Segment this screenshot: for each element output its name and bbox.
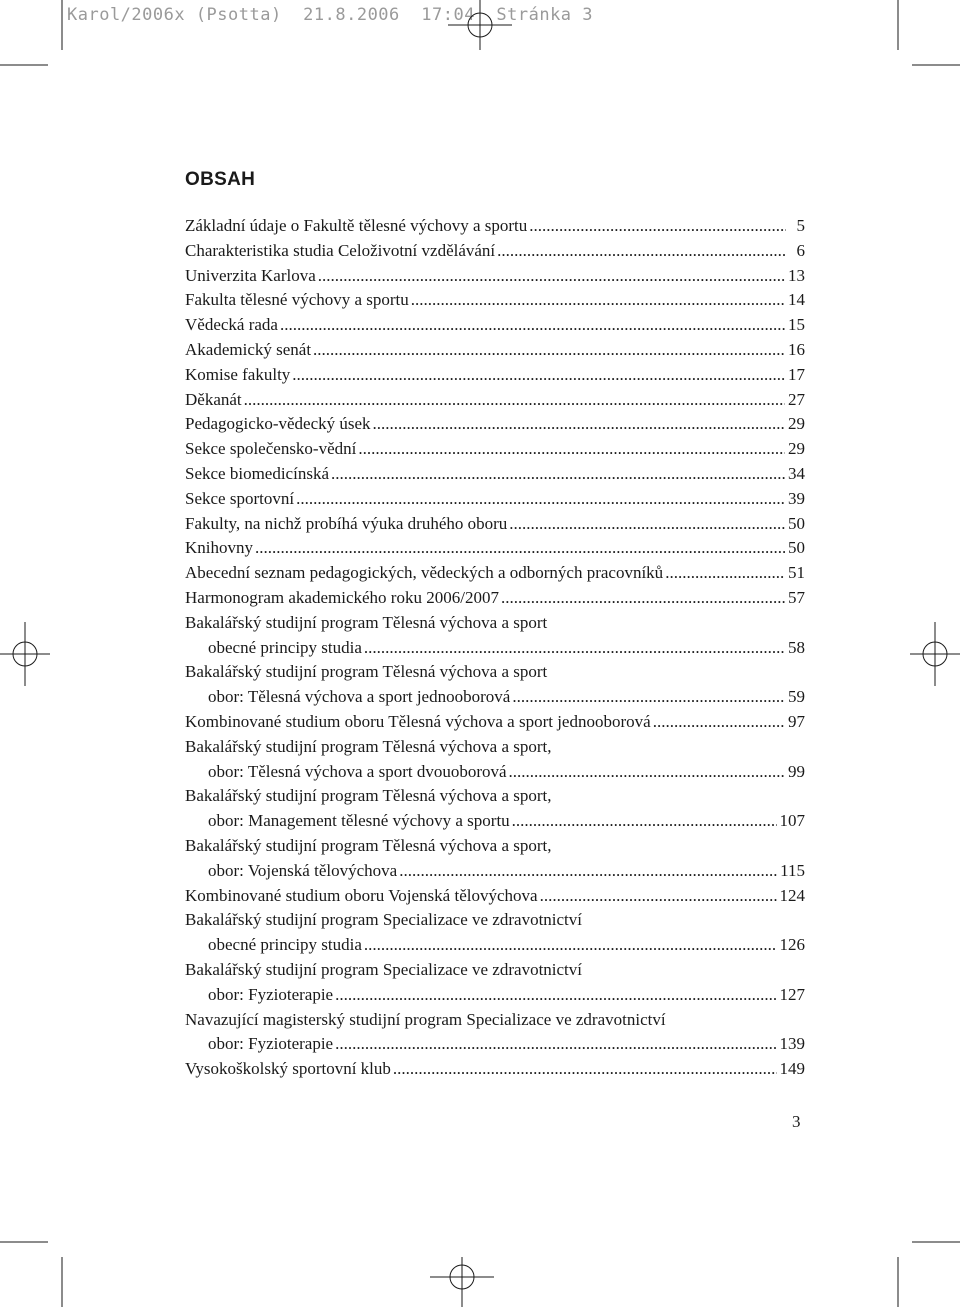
toc-entry-page: 149 (779, 1059, 805, 1079)
toc-entry-title: obecné principy studia (208, 637, 362, 657)
toc-entry (185, 462, 805, 487)
toc-entry-title: obor: Fyzioterapie (208, 984, 334, 1004)
toc-entry-title: Bakalářský studijní program Tělesná výchova a sport (185, 662, 548, 682)
toc-entry-title: obecné principy studia (208, 935, 362, 955)
toc-leader-dots (399, 859, 777, 884)
toc-entry-title: Vědecká rada (185, 315, 278, 335)
toc-entry (185, 859, 805, 884)
toc-leader-dots (529, 214, 786, 239)
toc-entry-page: 127 (779, 984, 805, 1004)
toc-leader-dots (512, 685, 785, 710)
toc-entry-title: Sekce sportovní (185, 488, 295, 508)
table-of-contents (185, 214, 805, 1082)
toc-entry (185, 660, 805, 685)
toc-entry-title: Bakalářský studijní program Specializace ve zdravotnictví (185, 910, 583, 930)
toc-leader-dots (244, 388, 785, 413)
toc-entry-title: Děkanát (185, 389, 242, 409)
toc-leader-dots (292, 363, 785, 388)
registration-mark-bottom (430, 1257, 494, 1307)
toc-entry-title: Univerzita Karlova (185, 265, 316, 285)
toc-entry (185, 388, 805, 413)
toc-entry (185, 685, 805, 710)
toc-entry (185, 983, 805, 1008)
page-title: OBSAH (185, 169, 256, 190)
toc-entry-page: 34 (788, 463, 805, 483)
print-slug: Karol/2006x (Psotta) 21.8.2006 17:04 Stránka 3 (67, 5, 594, 25)
toc-entry (185, 933, 805, 958)
toc-entry (185, 338, 805, 363)
toc-entry-title: Charakteristika studia Celoživotní vzdělávání (185, 240, 496, 260)
toc-entry-page: 17 (788, 364, 805, 384)
toc-entry-title: Sekce biomedicínská (185, 463, 329, 483)
toc-entry-page: 13 (788, 265, 805, 285)
toc-entry-title: Kombinované studium oboru Vojenská tělovýchova (185, 885, 538, 905)
toc-entry (185, 884, 805, 909)
toc-entry-title: Fakulty, na nichž probíhá výuka druhého oboru (185, 513, 508, 533)
toc-entry-page: 51 (788, 563, 805, 583)
toc-entry-page: 50 (788, 538, 805, 558)
registration-mark-left (0, 622, 50, 686)
toc-entry-title: Fakulta tělesné výchovy a sportu (185, 290, 409, 310)
toc-entry-title: obor: Tělesná výchova a sport dvouoborová (208, 761, 507, 781)
toc-entry-page: 126 (779, 935, 805, 955)
toc-leader-dots (280, 313, 785, 338)
toc-entry (185, 487, 805, 512)
toc-entry-title: obor: Fyzioterapie (208, 1034, 334, 1054)
toc-entry-page: 15 (788, 315, 805, 335)
toc-entry (185, 735, 805, 760)
toc-entry-page: 16 (788, 339, 805, 359)
toc-leader-dots (364, 636, 785, 661)
toc-entry-page: 58 (788, 637, 805, 657)
toc-entry-page: 115 (780, 860, 805, 880)
toc-entry-title: Pedagogicko-vědecký úsek (185, 414, 371, 434)
toc-entry-page: 107 (779, 811, 805, 831)
toc-entry (185, 586, 805, 611)
toc-entry-page: 39 (788, 488, 805, 508)
toc-entry-title: obor: Vojenská tělovýchova (208, 860, 398, 880)
toc-leader-dots (331, 462, 785, 487)
toc-entry-title: obor: Tělesná výchova a sport jednooborová (208, 687, 511, 707)
toc-entry-title: obor: Management tělesné výchovy a sportu (208, 811, 510, 831)
toc-entry-title: Bakalářský studijní program Tělesná výchova a sport, (185, 786, 552, 806)
toc-entry-page: 27 (788, 389, 805, 409)
toc-entry-page: 59 (788, 687, 805, 707)
toc-entry-title: Navazující magisterský studijní program Specializace ve zdravotnictví (185, 1009, 666, 1029)
toc-entry-title: Komise fakulty (185, 364, 291, 384)
toc-leader-dots (501, 586, 785, 611)
toc-entry-title: Abecední seznam pedagogických, vědeckých a odborných pracovníků (185, 563, 664, 583)
toc-entry-page: 6 (796, 240, 805, 260)
toc-entry-title: Akademický senát (185, 339, 312, 359)
registration-mark-top (448, 0, 512, 50)
toc-entry-title: Sekce společensko-vědní (185, 439, 357, 459)
toc-leader-dots (255, 536, 785, 561)
toc-entry-page: 14 (788, 290, 805, 310)
toc-entry (185, 1057, 805, 1082)
toc-entry (185, 512, 805, 537)
toc-entry-page: 99 (788, 761, 805, 781)
toc-entry (185, 710, 805, 735)
toc-entry-title: Knihovny (185, 538, 253, 558)
toc-entry (185, 313, 805, 338)
toc-entry (185, 958, 805, 983)
toc-entry (185, 760, 805, 785)
toc-leader-dots (653, 710, 785, 735)
toc-leader-dots (335, 1032, 776, 1057)
toc-entry-page: 50 (788, 513, 805, 533)
toc-leader-dots (497, 239, 786, 264)
toc-entry-page: 5 (796, 216, 805, 235)
toc-entry-page: 29 (788, 439, 805, 459)
toc-entry-title: Základní údaje o Fakultě tělesné výchovy a sportu (185, 216, 528, 235)
toc-entry-title: Bakalářský studijní program Tělesná výchova a sport (185, 612, 548, 632)
toc-entry (185, 363, 805, 388)
toc-leader-dots (318, 264, 785, 289)
toc-entry (185, 288, 805, 313)
toc-entry (185, 1008, 805, 1033)
toc-entry-title: Harmonogram akademického roku 2006/2007 (185, 587, 499, 607)
toc-leader-dots (393, 1057, 777, 1082)
toc-entry (185, 536, 805, 561)
registration-mark-right (910, 622, 960, 686)
toc-entry (185, 437, 805, 462)
toc-leader-dots (335, 983, 776, 1008)
toc-leader-dots (512, 809, 777, 834)
toc-entry (185, 214, 805, 239)
toc-leader-dots (296, 487, 785, 512)
page-number: 3 (792, 1112, 801, 1131)
toc-entry-title: Bakalářský studijní program Tělesná výchova a sport, (185, 736, 552, 756)
toc-leader-dots (540, 884, 777, 909)
toc-leader-dots (358, 437, 785, 462)
toc-entry-title: Bakalářský studijní program Specializace ve zdravotnictví (185, 959, 583, 979)
toc-entry-title: Bakalářský studijní program Tělesná výchova a sport, (185, 835, 552, 855)
toc-entry (185, 561, 805, 586)
toc-entry-page: 124 (779, 885, 805, 905)
toc-entry (185, 908, 805, 933)
toc-entry-page: 97 (788, 711, 805, 731)
toc-entry-title: Kombinované studium oboru Tělesná výchova a sport jednooborová (185, 711, 651, 731)
toc-entry (185, 834, 805, 859)
toc-entry (185, 412, 805, 437)
toc-entry-page: 139 (779, 1034, 805, 1054)
toc-entry (185, 264, 805, 289)
toc-leader-dots (509, 512, 785, 537)
toc-leader-dots (665, 561, 785, 586)
toc-entry (185, 239, 805, 264)
toc-leader-dots (313, 338, 785, 363)
toc-leader-dots (509, 760, 785, 785)
toc-entry-page: 57 (788, 587, 805, 607)
toc-entry-title: Vysokoškolský sportovní klub (185, 1059, 391, 1079)
toc-entry (185, 784, 805, 809)
toc-leader-dots (364, 933, 777, 958)
toc-leader-dots (373, 412, 785, 437)
toc-entry-page: 29 (788, 414, 805, 434)
toc-entry (185, 1032, 805, 1057)
toc-leader-dots (411, 288, 785, 313)
toc-entry (185, 809, 805, 834)
toc-entry (185, 611, 805, 636)
toc-entry (185, 636, 805, 661)
